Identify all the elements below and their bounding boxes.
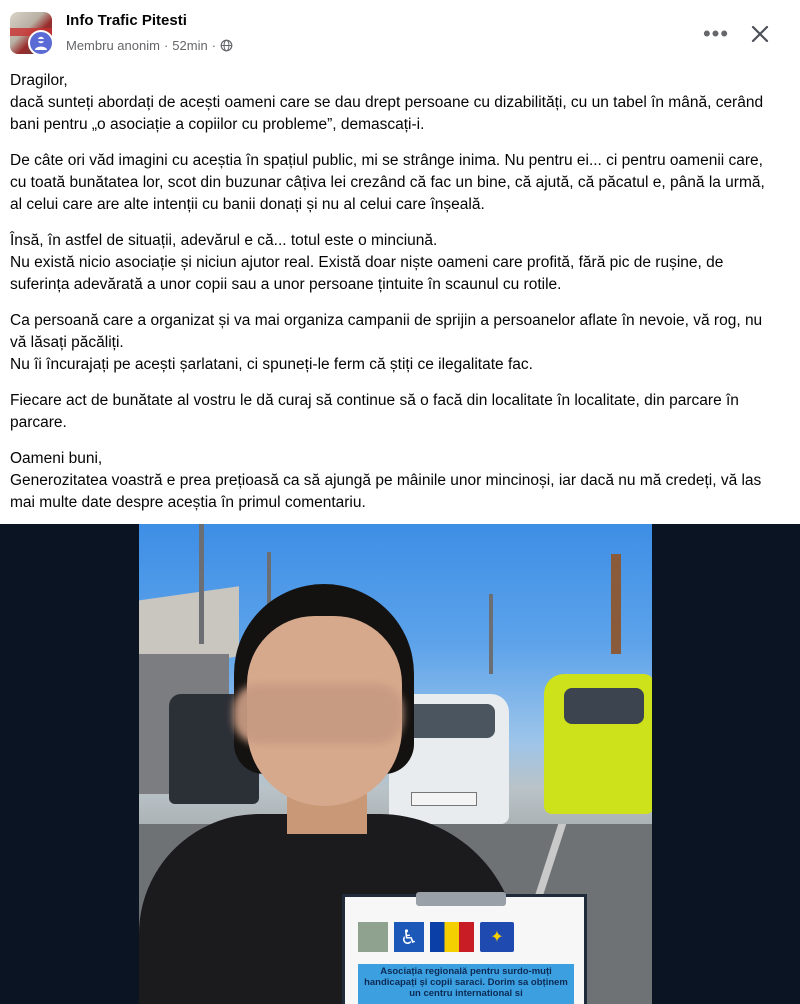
post-paragraph: Însă, în astfel de situații, adevărul e că... totul este o minciună. Nu există nicio asociație și niciun ajutor real. Există doar niște oameni care profită, fără pic de rușine, de suferința adevărată a unor copii sau a unor persoane țintuite în scaunul cu rotile. <box>10 232 724 293</box>
more-options-button[interactable]: ••• <box>702 21 730 46</box>
crane <box>611 554 621 654</box>
clipboard-clip <box>416 892 506 906</box>
author-name[interactable]: Membru anonim <box>66 38 160 53</box>
globe-icon <box>220 39 233 52</box>
license-plate <box>411 792 477 806</box>
post-paragraph: Oameni buni, Generozitatea voastră e prea prețioasă ca să ajungă pe mâinile unor mincinoși, iar dacă nu mă credeți, vă las mai multe date despre aceștia în primul comentariu. <box>10 450 762 511</box>
anonymous-mask-icon <box>33 35 49 51</box>
meta-separator: · <box>163 38 169 53</box>
post-meta <box>66 38 233 53</box>
car-window <box>564 688 644 724</box>
group-name[interactable]: Info Trafic Pitesti <box>66 12 187 29</box>
post-paragraph: Ca persoană care a organizat și va mai organiza campanii de sprijin a persoanelor aflate în nevoie, vă rog, nu vă lăsați păcăliți. Nu îi încurajați pe acești șarlatani, ci spuneți-le ferm că știți ce ilegalitate fac. <box>10 312 763 373</box>
post-paragraph: De câte ori văd imagini cu aceștia în spațiul public, mi se strânge inima. Nu pentru ei... ci pentru oamenii care, cu toată bunătatea lor, scot din buzunar câțiva lei crezând că fac un bine, că ajută, că păcatul e, până la urmă, al celui care are alte intenții cu banii donați și nu al celui care înșeală. <box>10 152 765 213</box>
car-window <box>403 704 495 738</box>
face-blur <box>233 684 403 744</box>
romania-flag-icon <box>430 922 474 952</box>
flower-logo-icon <box>358 922 388 952</box>
eu-flag-icon: ✦ <box>480 922 514 952</box>
close-button[interactable] <box>742 16 778 52</box>
sign-text: Asociația regională pentru surdo-muți handicapați și copii saraci. Dorim sa obținem un centru international si <box>364 966 568 999</box>
post-photo[interactable] <box>0 524 800 1004</box>
post-paragraph: Fiecare act de bunătate al vostru le dă curaj să continue să o facă din localitate în localitate, din parcare în parcare. <box>10 392 739 431</box>
meta-separator-2: · <box>211 38 217 53</box>
wheelchair-icon: ♿ <box>394 922 424 952</box>
lamp-post <box>199 524 204 644</box>
yellow-car <box>544 674 652 814</box>
post-header <box>0 0 800 64</box>
sign-logos <box>358 922 574 958</box>
close-icon <box>750 24 770 44</box>
post-body <box>10 70 780 528</box>
post-paragraph: Dragilor, dacă sunteți abordați de acești oameni care se dau drept persoane cu dizabilități, cu un tabel în mână, cerând bani pentru „o asociație a copiilor cu probleme”, demascați-i. <box>10 72 764 133</box>
lamp-post <box>489 594 493 674</box>
anonymous-member-icon[interactable] <box>28 30 54 56</box>
post-time[interactable]: 52min <box>172 38 208 53</box>
